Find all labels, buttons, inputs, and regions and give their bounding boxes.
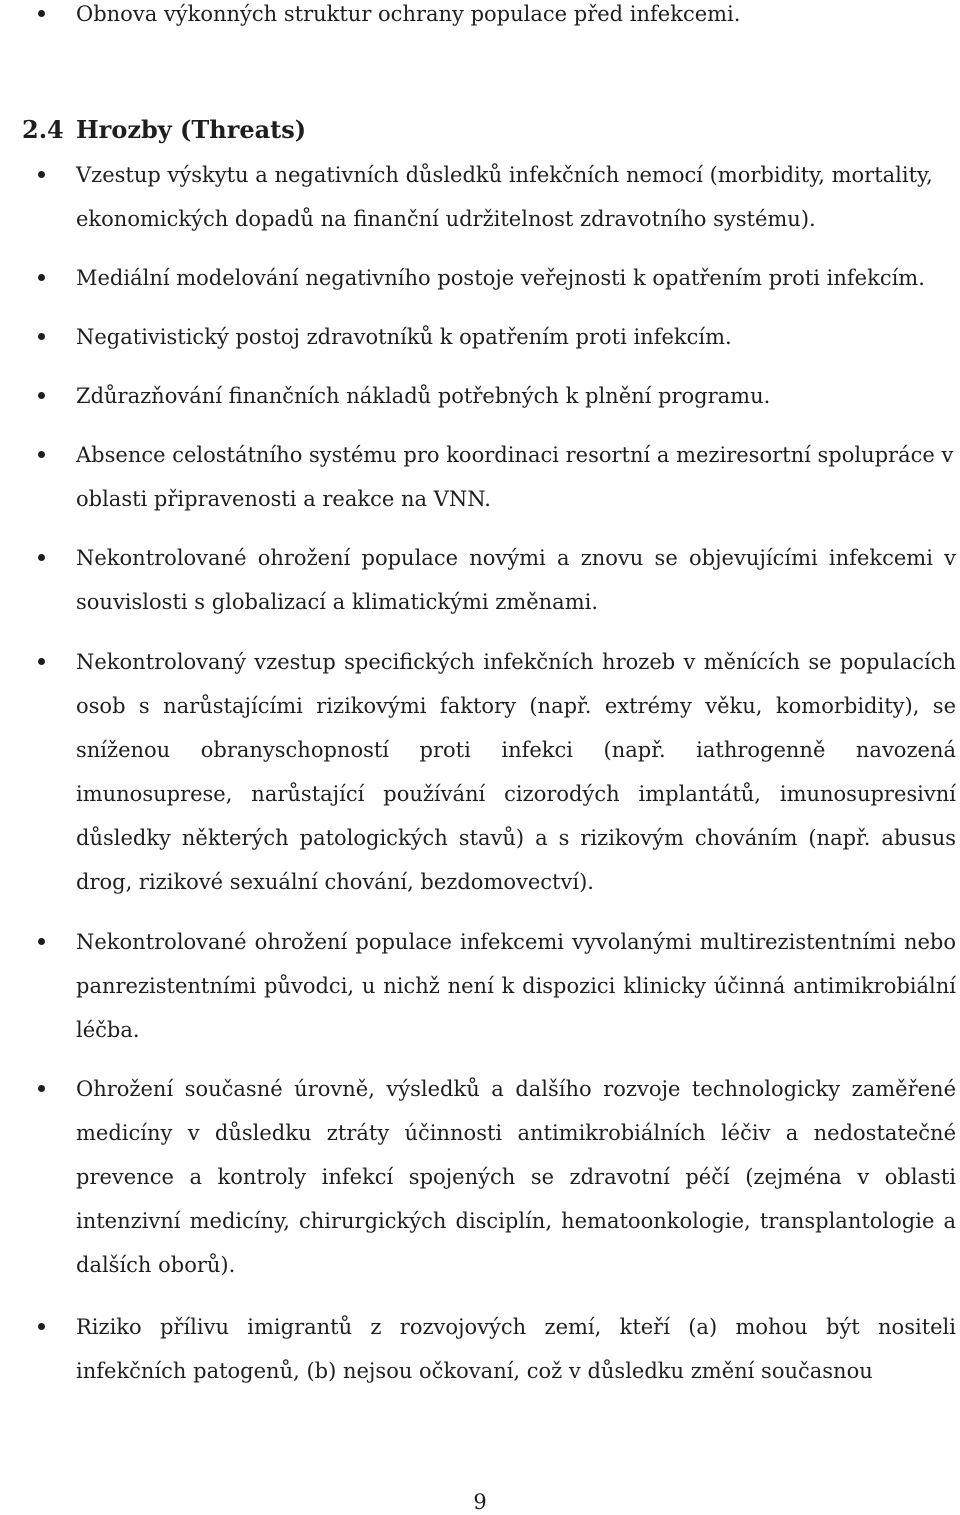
- list-item-text: Mediální modelování negativního postoje veřejnosti k opatřením proti infekcím.: [76, 266, 925, 290]
- list-item-text: Obnova výkonných struktur ochrany populace před infekcemi.: [76, 2, 741, 26]
- bullet-icon: [38, 274, 45, 281]
- bullet-icon: [38, 10, 45, 17]
- bullet-icon: [38, 554, 45, 561]
- list-item-text: Zdůrazňování finančních nákladů potřebných k plnění programu.: [76, 384, 771, 408]
- list-item-text: Vzestup výskytu a negativních důsledků infekčních nemocí (morbidity, mortality, ekonomických dopadů na finanční udržitelnost zdravotního systému).: [76, 163, 933, 231]
- list-item-text: Nekontrolovaný vzestup specifických infekčních hrozeb v měnících se populacích osob s narůstajícími rizikovými faktory (např. extrémy věku, komorbidity), se sníženou obranyschopností proti infekci (např. iathrogenně navozená imunosuprese, narůstající používání cizorodých implantátů, imunosupresivní důsledky některých patologických stavů) a s rizikovým chováním (např. abusus drog, rizikové sexuální chování, bezdomovectví).: [76, 650, 956, 894]
- section-number: 2.4: [22, 115, 64, 144]
- bullet-icon: [38, 1323, 45, 1330]
- bullet-icon: [38, 938, 45, 945]
- list-item-text: Nekontrolované ohrožení populace infekcemi vyvolanými multirezistentními nebo panrezistentními původci, u nichž není k dispozici klinicky účinná antimikrobiální léčba.: [76, 930, 956, 1042]
- list-item-text: Absence celostátního systému pro koordinaci resortní a meziresortní spolupráce v oblasti připravenosti a reakce na VNN.: [76, 443, 954, 511]
- bullet-icon: [38, 1085, 45, 1092]
- list-item-text: Ohrožení současné úrovně, výsledků a dalšího rozvoje technologicky zaměřené medicíny v důsledku ztráty účinnosti antimikrobiálních léčiv a nedostatečné prevence a kontroly infekcí spojených se zdravotní péčí (zejména v oblasti intenzivní medicíny, chirurgických disciplín, hematoonkologie, transplantologie a dalších oborů).: [76, 1077, 956, 1277]
- bullet-icon: [38, 171, 45, 178]
- section-heading: [22, 108, 306, 152]
- page-number: 9: [473, 1490, 487, 1514]
- bullet-icon: [38, 392, 45, 399]
- bullet-icon: [38, 333, 45, 340]
- bullet-icon: [38, 658, 45, 665]
- bullet-icon: [38, 451, 45, 458]
- list-item-text: Nekontrolované ohrožení populace novými a znovu se objevujícími infekcemi v souvislosti s globalizací a klimatickými změnami.: [76, 546, 956, 614]
- list-item-text: Negativistický postoj zdravotníků k opatřením proti infekcím.: [76, 325, 732, 349]
- list-item-text: Riziko přílivu imigrantů z rozvojových zemí, kteří (a) mohou být nositeli infekčních patogenů, (b) nejsou očkovaní, což v důsledku změní současnou: [76, 1315, 956, 1383]
- section-title: Hrozby (Threats): [76, 115, 307, 144]
